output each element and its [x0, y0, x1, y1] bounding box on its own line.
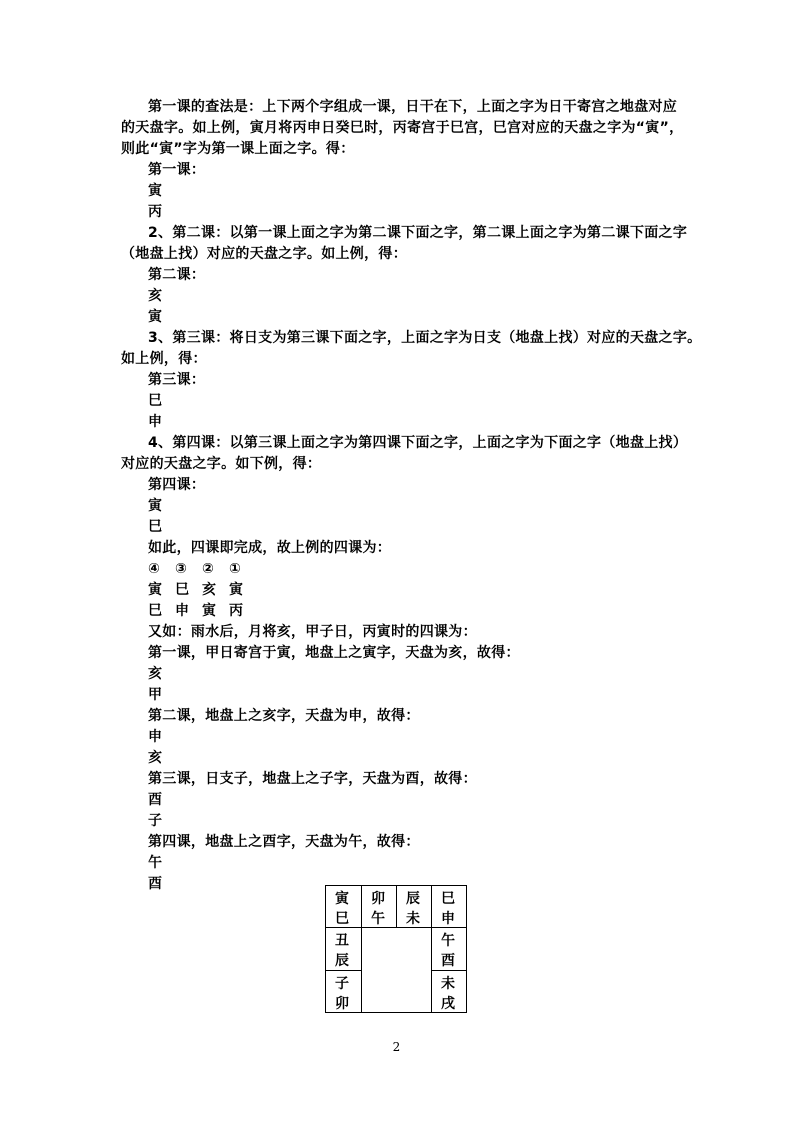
plate-lower-char: 卯 [335, 996, 349, 1012]
paragraph-line: 3、第三课：将日支为第三课下面之字，上面之字为日支（地盘上找）对应的天盘之字。 [148, 330, 702, 346]
plate-lower-char: 申 [441, 911, 455, 927]
plate-upper-char: 丑 [335, 933, 349, 949]
plate-center [361, 927, 432, 1013]
plate-cell [325, 970, 362, 1013]
plate-lower-char: 午 [371, 911, 385, 927]
char-line: 亥 [148, 750, 163, 766]
plate-cell [431, 927, 467, 971]
lesson-char: 巳 [148, 603, 163, 619]
char-line: 巳 [148, 393, 163, 409]
paragraph-line: 第四课，地盘上之酉字，天盘为午，故得： [148, 834, 420, 850]
plate-upper-char: 寅 [335, 891, 349, 907]
lesson-number: ② [202, 561, 215, 577]
lesson-char: 寅 [229, 582, 244, 598]
plate-cell [325, 927, 362, 971]
section-label: 第三课： [148, 372, 206, 388]
lesson-char: 申 [175, 603, 190, 619]
paragraph-line: 第一课的查法是：上下两个字组成一课，日干在下，上面之字为日干寄宫之地盘对应 [148, 99, 678, 115]
lesson-char: 寅 [202, 603, 217, 619]
char-line: 甲 [148, 687, 163, 703]
paragraph-line: 的天盘字。如上例，寅月将丙申日癸巳时，丙寄宫于巳宫，巳宫对应的天盘之字为“寅”， [121, 120, 684, 136]
page-number: 2 [392, 1040, 401, 1054]
char-line: 申 [148, 414, 163, 430]
lesson-top-row [148, 580, 256, 600]
plate-upper-char: 子 [335, 976, 349, 992]
plate-upper-char: 卯 [371, 891, 385, 907]
paragraph-line: 第一课，甲日寄宫于寅，地盘上之寅字，天盘为亥，故得： [148, 645, 520, 661]
char-line: 申 [148, 729, 163, 745]
plate-cell [431, 885, 467, 928]
plate-upper-char: 未 [441, 976, 455, 992]
section-label: 第一课： [148, 162, 206, 178]
plate-lower-char: 戌 [441, 996, 455, 1012]
plate-cell [325, 885, 362, 928]
lesson-number: ① [229, 561, 242, 577]
lesson-char: 丙 [229, 603, 244, 619]
char-line: 寅 [148, 183, 163, 199]
lesson-char: 巳 [175, 582, 190, 598]
char-line: 寅 [148, 498, 163, 514]
paragraph-line: 又如：雨水后，月将亥，甲子日，丙寅时的四课为： [148, 624, 477, 640]
heaven-earth-plate-diagram [325, 885, 467, 1013]
paragraph-line: 2、第二课：以第一课上面之字为第二课下面之字，第二课上面之字为第二课下面之字 [148, 225, 688, 241]
char-line: 亥 [148, 666, 163, 682]
paragraph-line: 如此，四课即完成，故上例的四课为： [148, 540, 392, 556]
char-line: 午 [148, 855, 163, 871]
paragraph-line: 如上例，得： [121, 351, 207, 367]
lesson-number: ④ [148, 561, 161, 577]
plate-lower-char: 辰 [335, 953, 349, 969]
plate-lower-char: 酉 [441, 953, 455, 969]
char-line: 酉 [148, 792, 163, 808]
plate-upper-char: 巳 [441, 891, 455, 907]
char-line: 亥 [148, 288, 163, 304]
paragraph-line: 第二课，地盘上之亥字，天盘为申，故得： [148, 708, 420, 724]
plate-lower-char: 巳 [335, 911, 349, 927]
char-line: 巳 [148, 519, 163, 535]
plate-upper-char: 午 [441, 933, 455, 949]
section-label: 第二课： [148, 267, 206, 283]
plate-cell [431, 970, 467, 1013]
plate-upper-char: 辰 [406, 891, 420, 907]
plate-lower-char: 未 [406, 911, 420, 927]
paragraph-line: 4、第四课：以第三课上面之字为第四课下面之字，上面之字为下面之字（地盘上找） [148, 435, 688, 451]
char-line: 子 [148, 813, 163, 829]
lesson-number: ③ [175, 561, 188, 577]
lesson-char: 亥 [202, 582, 217, 598]
lesson-char: 寅 [148, 582, 163, 598]
paragraph-line: （地盘上找）对应的天盘之字。如上例，得： [121, 246, 407, 262]
plate-cell [361, 885, 397, 928]
section-label: 第四课： [148, 477, 206, 493]
lesson-order-row [148, 559, 256, 579]
char-line: 酉 [148, 876, 163, 892]
lesson-bottom-row [148, 601, 256, 621]
char-line: 丙 [148, 204, 163, 220]
paragraph-line: 对应的天盘之字。如下例，得： [121, 456, 322, 472]
paragraph-line: 则此“寅”字为第一课上面之字。得： [121, 141, 355, 157]
char-line: 寅 [148, 309, 163, 325]
plate-cell [396, 885, 432, 928]
paragraph-line: 第三课，日支子，地盘上之子字，天盘为酉，故得： [148, 771, 477, 787]
